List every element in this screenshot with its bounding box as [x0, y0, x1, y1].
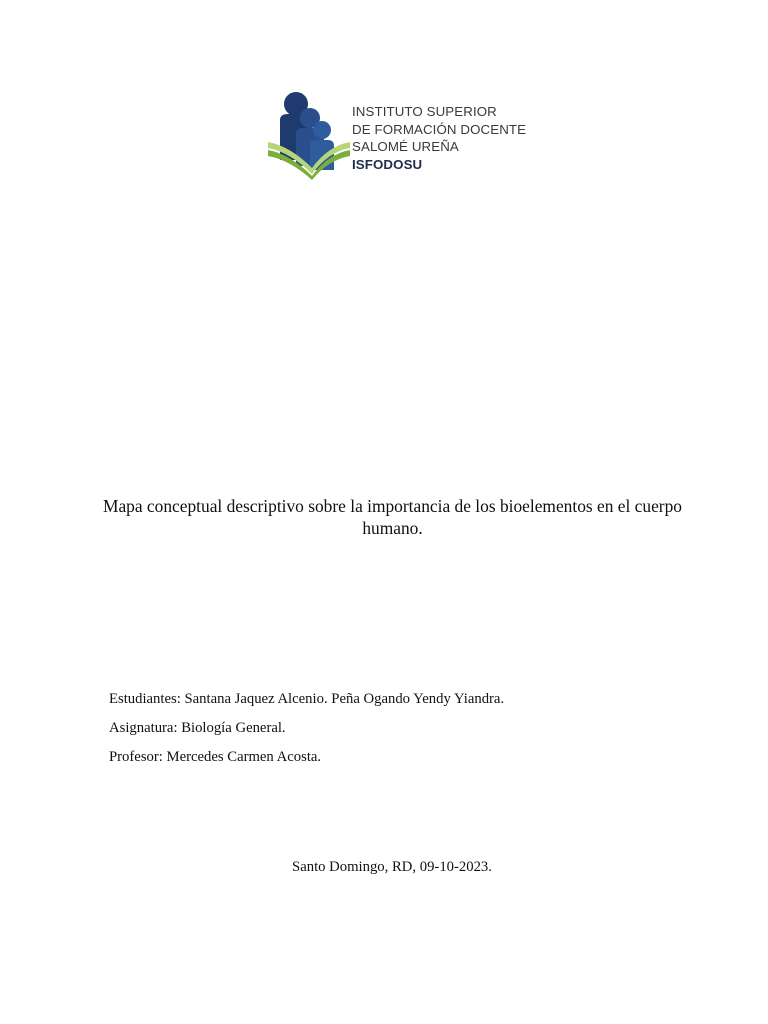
document-info: [109, 690, 504, 777]
logo-acronym: ISFODOSU: [352, 156, 423, 172]
document-title: Mapa conceptual descriptivo sobre la importancia de los bioelementos en el cuerpo humano.: [102, 496, 682, 538]
institution-logo: [266, 90, 526, 182]
place-date: Santo Domingo, RD, 09-10-2023.: [292, 859, 492, 875]
logo-line-3: SALOMÉ UREÑA: [352, 139, 459, 154]
logo-line-2: DE FORMACIÓN DOCENTE: [352, 121, 527, 137]
teacher-line: Profesor: Mercedes Carmen Acosta.: [109, 749, 322, 765]
logo-line-1: INSTITUTO SUPERIOR: [352, 104, 497, 119]
people-book-icon: [266, 90, 350, 182]
students-line: Estudiantes: Santana Jaquez Alcenio. Peña Ogando Yendy Yiandra.: [109, 691, 505, 707]
institution-name: [352, 103, 526, 173]
subject-line: Asignatura: Biología General.: [109, 720, 286, 736]
